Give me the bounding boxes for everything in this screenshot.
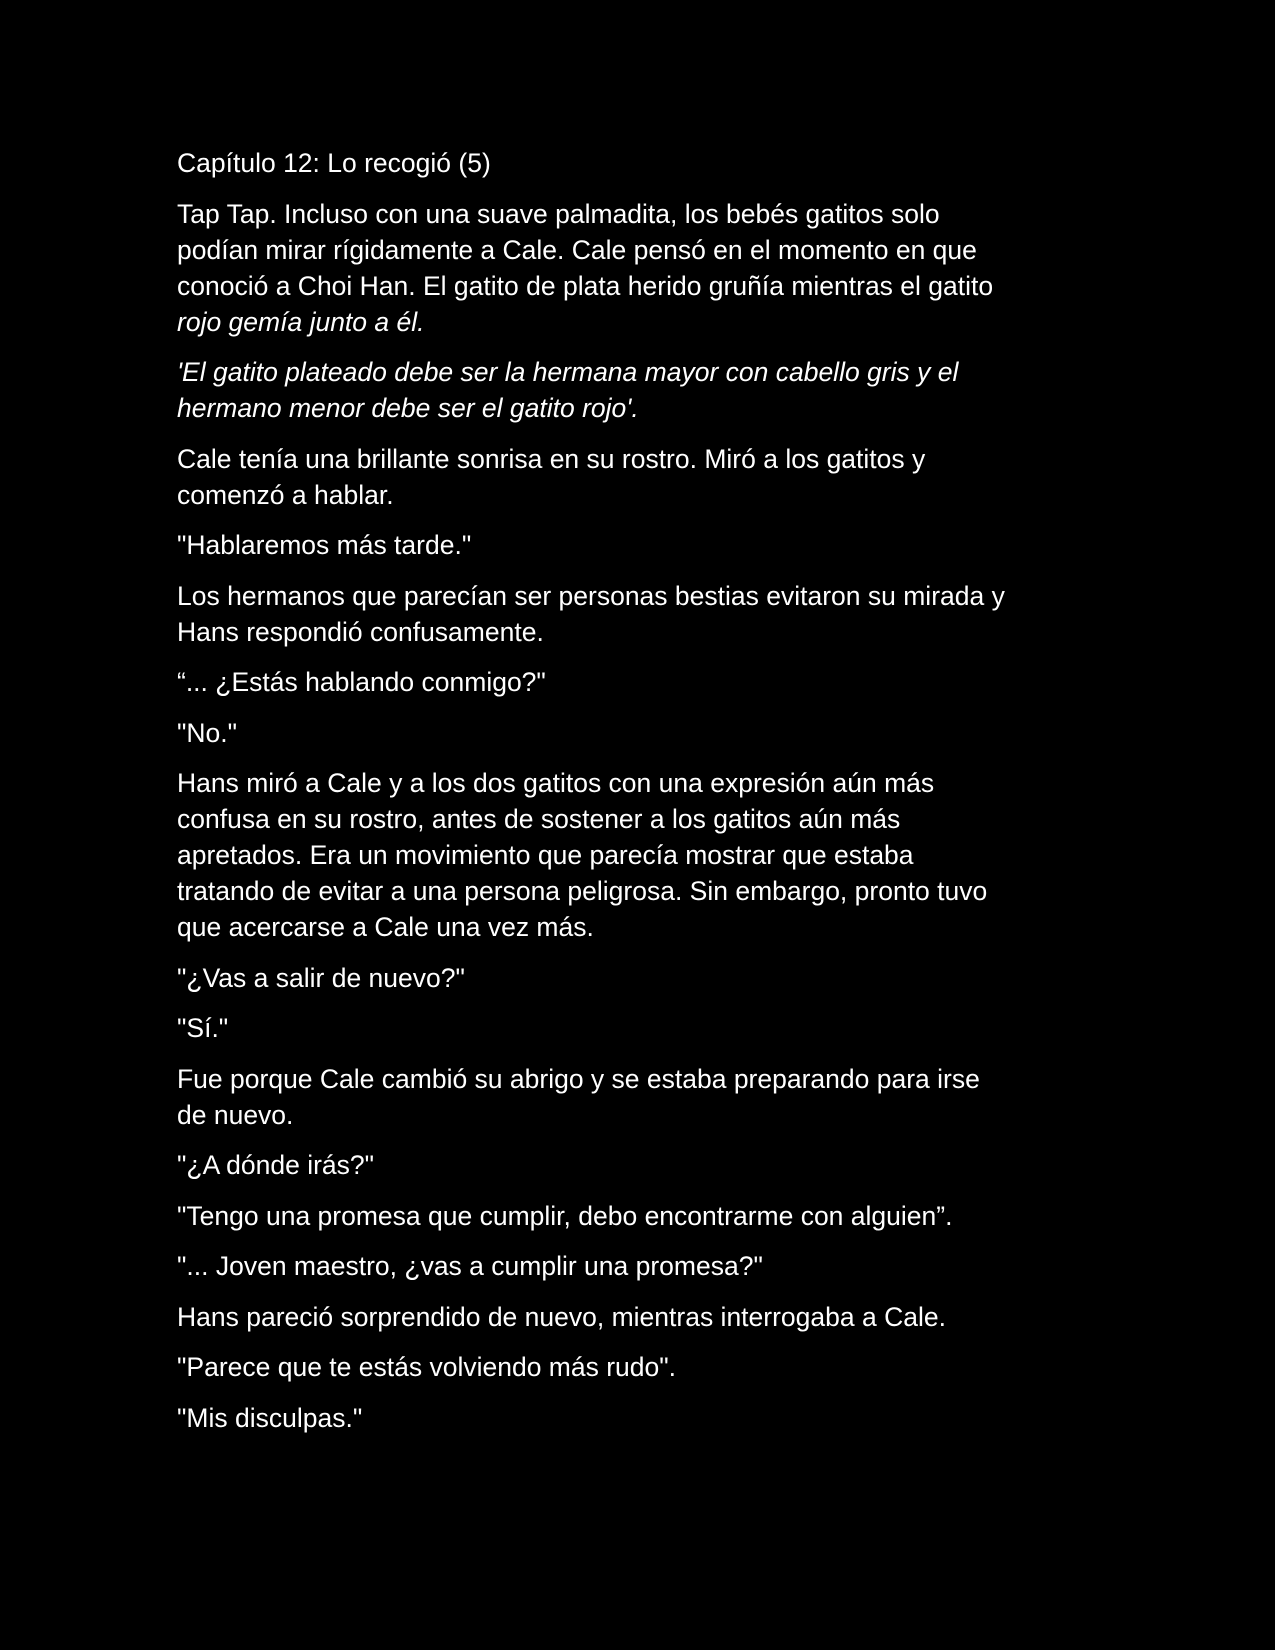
text-line: "¿Vas a salir de nuevo?" xyxy=(177,962,465,993)
text-line: Fue porque Cale cambió su abrigo y se estaba preparando para irse xyxy=(177,1063,980,1094)
text-line: "¿A dónde irás?" xyxy=(177,1150,375,1180)
paragraph xyxy=(177,1400,1097,1436)
paragraph xyxy=(177,765,1097,945)
text-line: apretados. Era un movimiento que parecía mostrar que estaba xyxy=(177,840,914,870)
paragraph xyxy=(177,1299,1097,1335)
paragraph xyxy=(177,1010,1097,1046)
paragraph xyxy=(177,1147,1097,1183)
paragraph xyxy=(177,1248,1097,1284)
text-line: Los hermanos que parecían ser personas bestias evitaron su mirada y xyxy=(177,580,1005,611)
paragraph xyxy=(177,960,1097,996)
paragraph xyxy=(177,715,1097,751)
text-line: 'El gatito plateado debe ser la hermana mayor con cabello gris y el xyxy=(177,357,959,387)
text-line: "Tengo una promesa que cumplir, debo encontrarme con alguien”. xyxy=(177,1200,953,1231)
text-line: Hans respondió confusamente. xyxy=(177,616,544,647)
text-line: "Hablaremos más tarde." xyxy=(177,530,472,560)
chapter-title-text: Capítulo 12: Lo recogió (5) xyxy=(177,148,491,178)
paragraph xyxy=(177,1198,1097,1234)
text-line: tratando de evitar a una persona peligrosa. Sin embargo, pronto tuvo xyxy=(177,876,988,906)
paragraph xyxy=(177,441,1097,513)
text-line: “... ¿Estás hablando conmigo?" xyxy=(177,667,546,697)
paragraph xyxy=(177,1349,1097,1385)
text-line: que acercarse a Cale una vez más. xyxy=(177,912,594,942)
text-line: comenzó a hablar. xyxy=(177,479,394,510)
text-line: "... Joven maestro, ¿vas a cumplir una promesa?" xyxy=(177,1251,763,1281)
chapter-title xyxy=(177,145,1097,181)
text-line: "Parece que te estás volviendo más rudo". xyxy=(177,1352,677,1382)
document-page xyxy=(177,145,1097,1450)
text-line: rojo gemía junto a él. xyxy=(177,306,425,337)
paragraph xyxy=(177,354,1097,426)
paragraph xyxy=(177,527,1097,563)
text-line: Cale tenía una brillante sonrisa en su rostro. Miró a los gatitos y xyxy=(177,443,926,474)
paragraph xyxy=(177,196,1097,340)
paragraph xyxy=(177,1061,1097,1133)
text-line: podían mirar rígidamente a Cale. Cale pensó en el momento en que xyxy=(177,234,977,265)
text-line: conoció a Choi Han. El gatito de plata herido gruñía mientras el gatito xyxy=(177,270,994,301)
text-line: Hans miró a Cale y a los dos gatitos con una expresión aún más xyxy=(177,768,935,798)
text-line: "No." xyxy=(177,717,238,748)
text-line: Hans pareció sorprendido de nuevo, mientras interrogaba a Cale. xyxy=(177,1301,946,1332)
paragraph xyxy=(177,578,1097,650)
text-line: "Sí." xyxy=(177,1013,229,1043)
text-line: hermano menor debe ser el gatito rojo'. xyxy=(177,393,639,423)
document-body xyxy=(177,196,1097,1436)
text-line: confusa en su rostro, antes de sostener a los gatitos aún más xyxy=(177,804,901,834)
text-line: de nuevo. xyxy=(177,1099,294,1130)
paragraph xyxy=(177,664,1097,700)
text-line: Tap Tap. Incluso con una suave palmadita, los bebés gatitos solo xyxy=(177,198,940,229)
text-line: "Mis disculpas." xyxy=(177,1402,363,1433)
